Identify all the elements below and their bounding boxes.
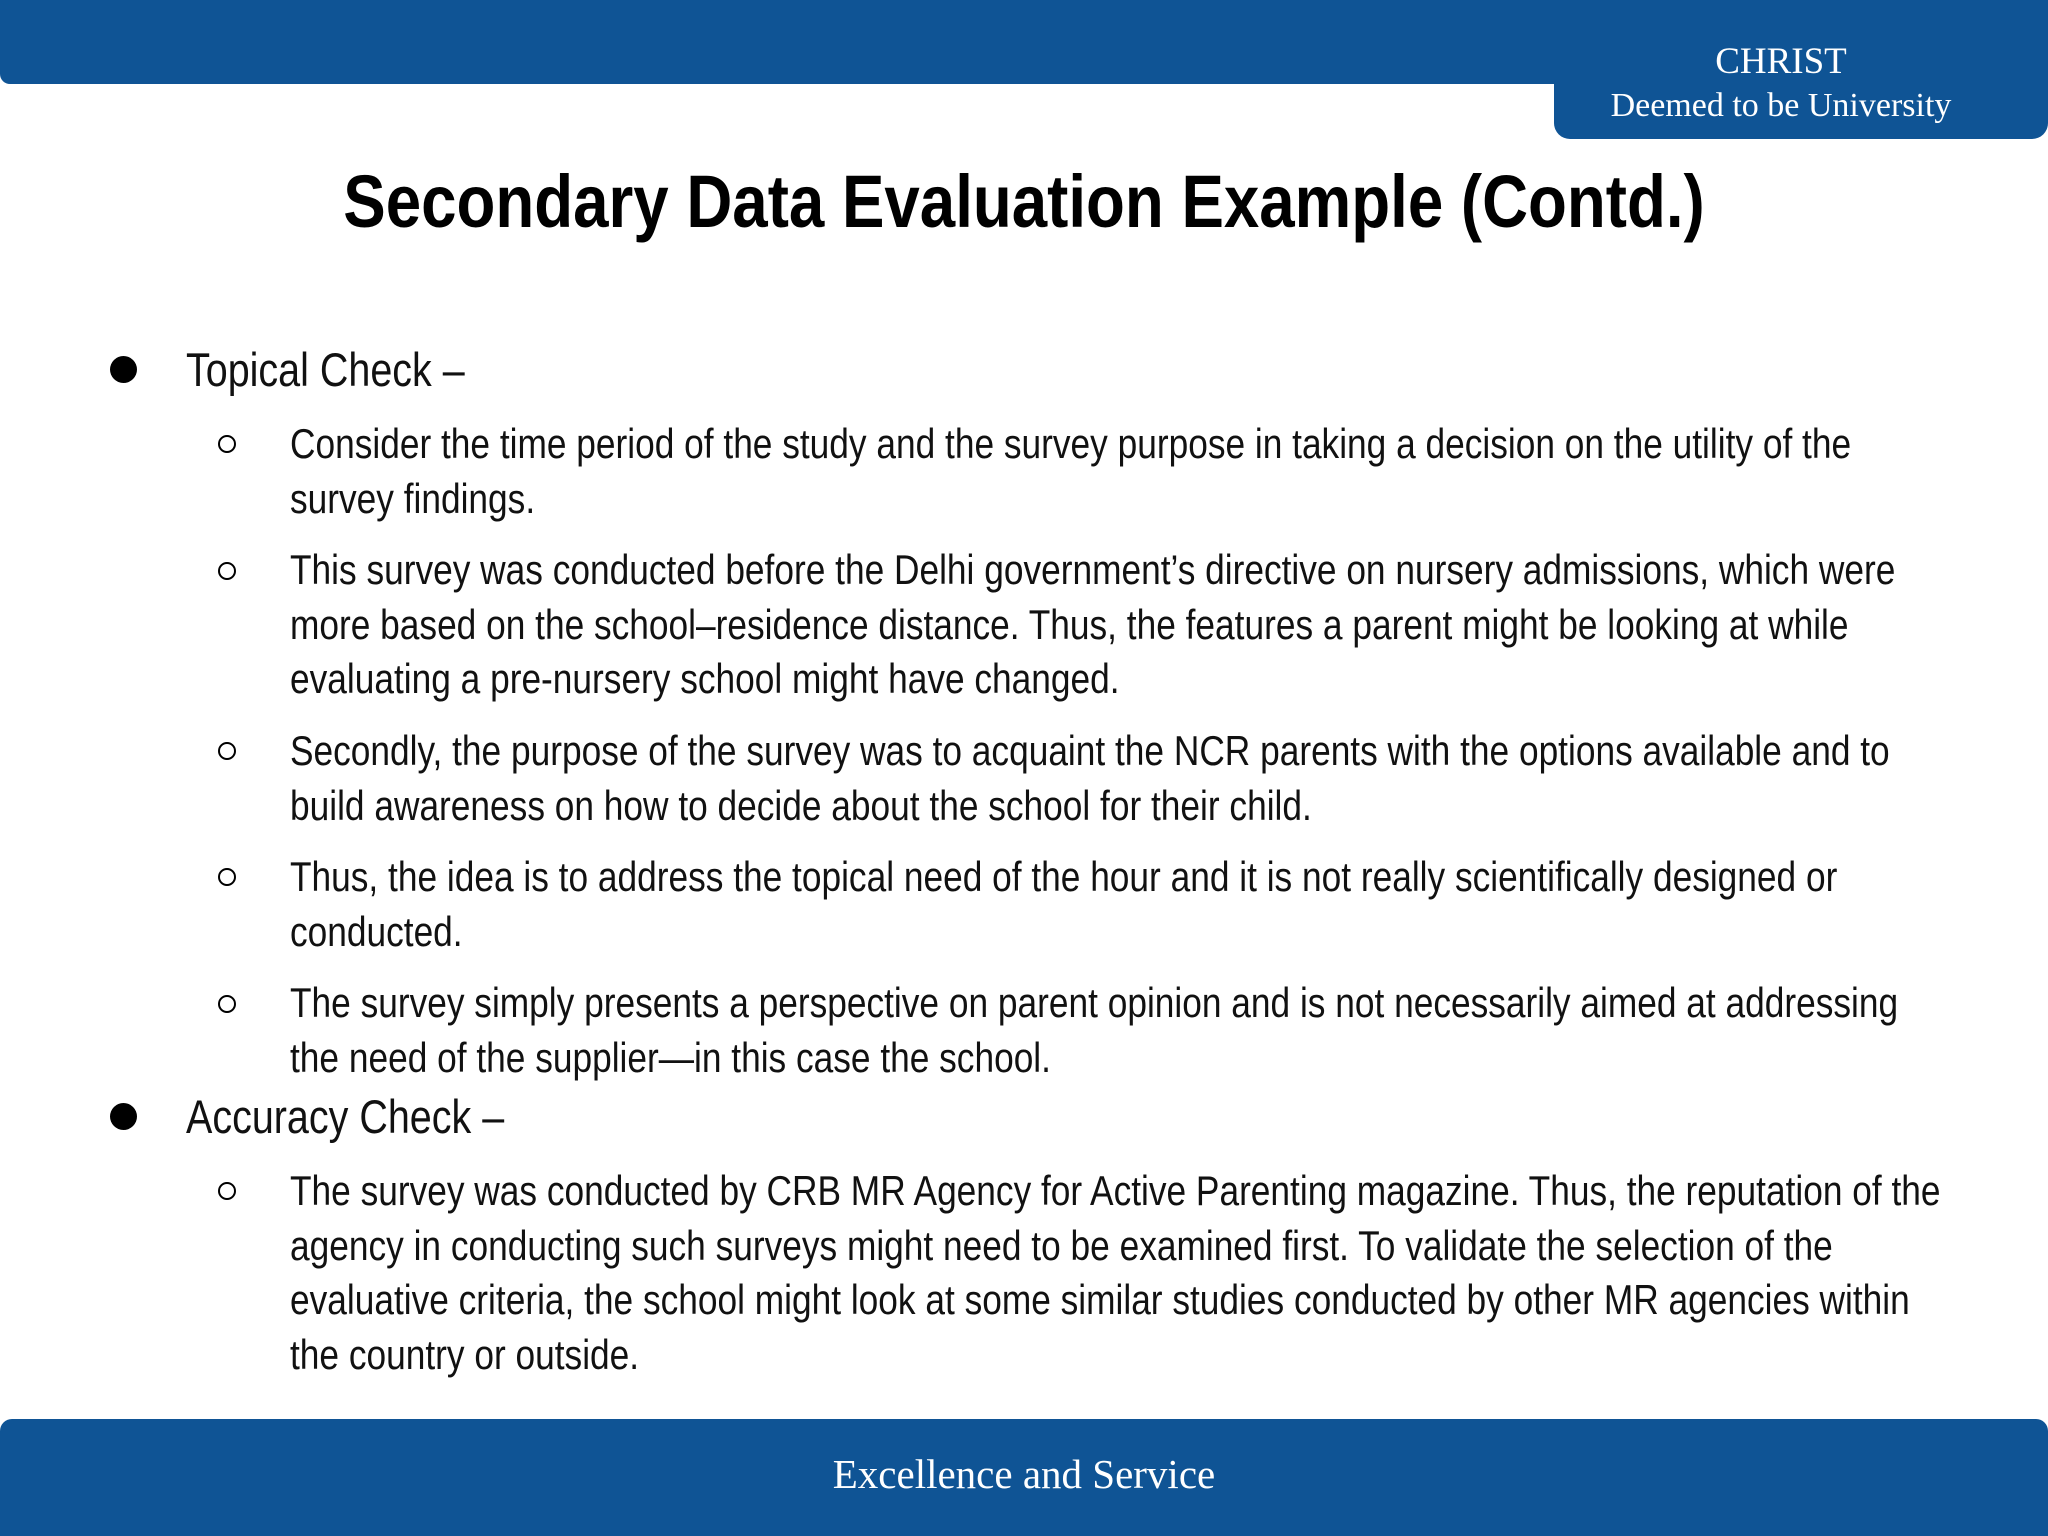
list-item: Thus, the idea is to address the topical need of the hour and it is not really scientifically designed or conducted. bbox=[290, 853, 1838, 955]
circle-bullet-icon bbox=[218, 742, 236, 760]
section-heading-accuracy: Accuracy Check – bbox=[186, 1090, 505, 1143]
brand-name: CHRIST bbox=[1715, 41, 1847, 82]
bullet-dot-icon bbox=[110, 1103, 137, 1130]
circle-bullet-icon bbox=[218, 1182, 236, 1200]
list-item: The survey simply presents a perspective on parent opinion and is not necessarily aimed at addressing the need of the supplier—in this case the school. bbox=[290, 979, 1899, 1081]
circle-bullet-icon bbox=[218, 868, 236, 886]
brand-subtitle: Deemed to be University bbox=[1610, 87, 1952, 124]
list-item: Consider the time period of the study and the survey purpose in taking a decision on the utility of the survey findings. bbox=[290, 420, 1852, 522]
circle-bullet-icon bbox=[218, 435, 236, 453]
bullet-dot-icon bbox=[110, 356, 137, 383]
circle-bullet-icon bbox=[218, 995, 236, 1013]
section-heading-topical: Topical Check – bbox=[186, 343, 465, 396]
list-item: This survey was conducted before the Delhi government’s directive on nursery admissions, which were more based on the school–residence distance. Thus, the features a parent might be looking at while evaluating a pre-nursery school might have changed. bbox=[290, 546, 1896, 702]
slide-title: Secondary Data Evaluation Example (Contd.) bbox=[343, 160, 1705, 243]
circle-bullet-icon bbox=[218, 562, 236, 580]
list-item: Secondly, the purpose of the survey was to acquaint the NCR parents with the options available and to build awareness on how to decide about the school for their child. bbox=[290, 727, 1890, 829]
footer-tagline: Excellence and Service bbox=[832, 1451, 1216, 1497]
list-item: The survey was conducted by CRB MR Agency for Active Parenting magazine. Thus, the reputation of the agency in conducting such surveys might need to be examined first. To validate the selection of the evaluative criteria, the school might look at some similar studies conducted by other MR agencies within the country or outside. bbox=[290, 1167, 1941, 1378]
